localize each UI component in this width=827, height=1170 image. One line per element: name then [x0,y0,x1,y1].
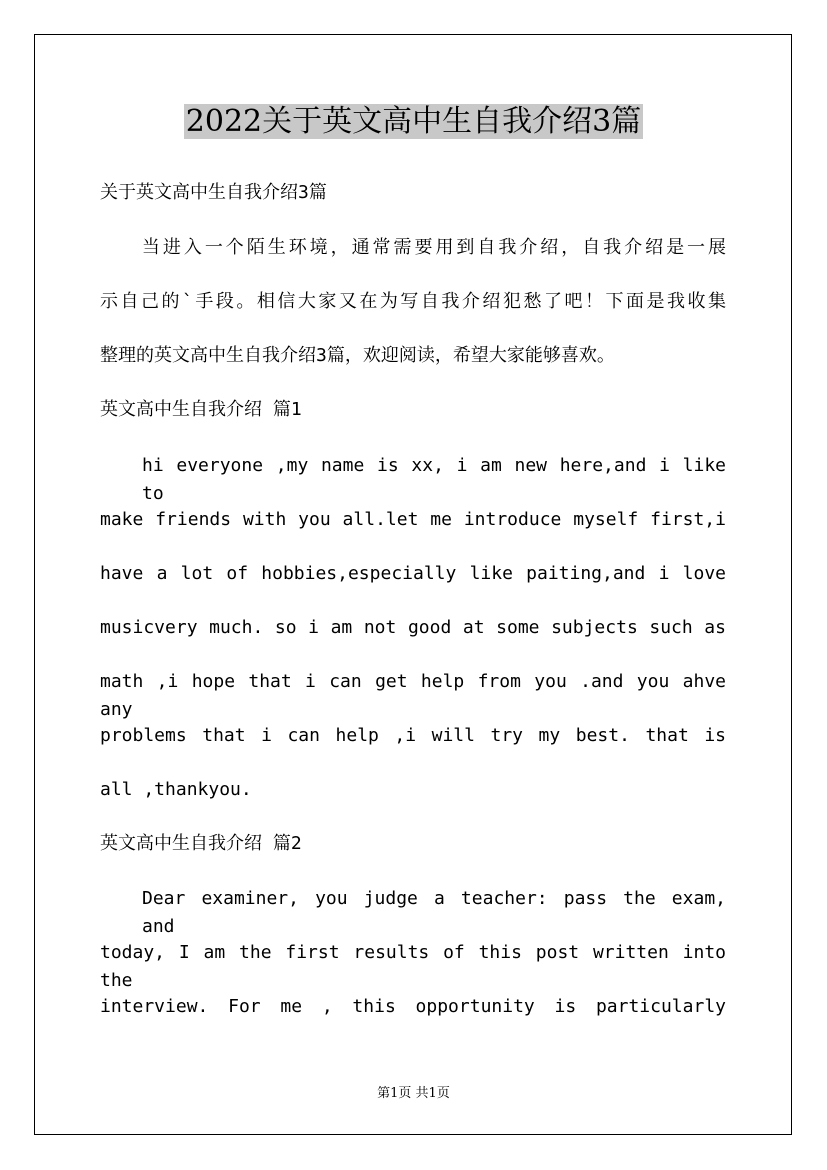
page-footer: 第1页 共1页 [377,1086,450,1101]
subtitle: 关于英文高中生自我介绍3篇 [100,182,327,203]
paragraph-line: problems that i can help ,i will try my best. that is [100,725,726,746]
intro-line: 整理的英文高中生自我介绍3篇，欢迎阅读，希望大家能够喜欢。 [100,345,615,366]
paragraph-line: today, I am the first results of this post written into the [100,942,726,991]
paragraph-line: have a lot of hobbies,especially like paiting,and i love [100,563,726,584]
intro-line: 示自己的`手段。相信大家又在为写自我介绍犯愁了吧！下面是我收集 [100,291,726,312]
intro-line: 当进入一个陌生环境，通常需要用到自我介绍，自我介绍是一展 [100,237,726,258]
document-title: 2022关于英文高中生自我介绍3篇 [185,104,642,139]
section-heading: 英文高中生自我介绍 篇2 [100,833,302,854]
section-heading: 英文高中生自我介绍 篇1 [100,399,302,420]
paragraph-line: musicvery much. so i am not good at some subjects such as [100,617,726,638]
paragraph-line: math ,i hope that i can get help from you .and you ahve any [100,671,726,720]
paragraph-line: make friends with you all.let me introduce myself first,i [100,509,726,530]
paragraph-line: Dear examiner, you judge a teacher: pass the exam, and [142,888,726,937]
paragraph-line: interview. For me , this opportunity is particularly [100,996,726,1017]
paragraph-line: all ,thankyou. [100,779,252,800]
paragraph-line: hi everyone ,my name is xx, i am new here,and i like to [142,455,726,504]
